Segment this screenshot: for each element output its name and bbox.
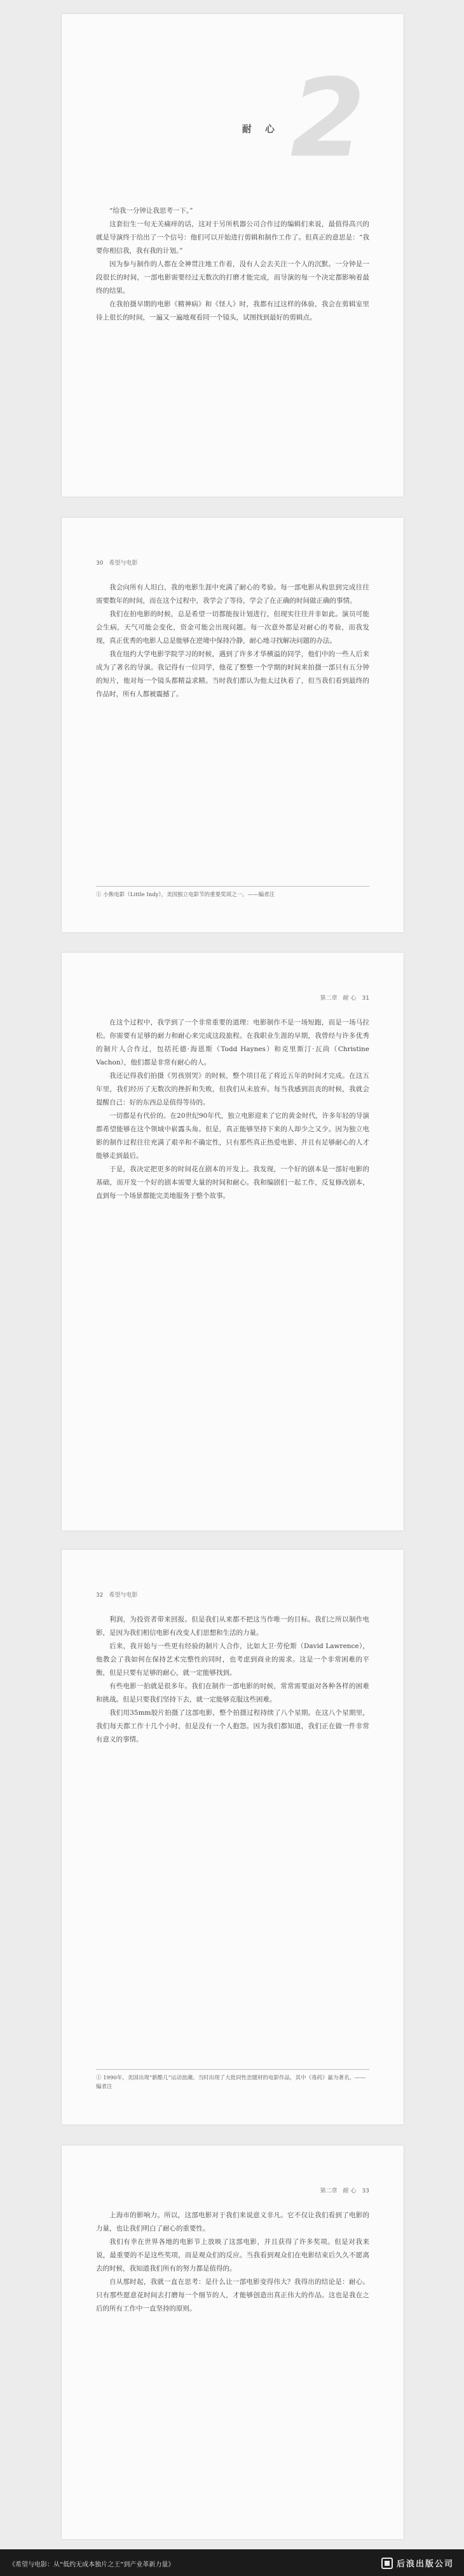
paragraph: 我们有幸在世界各地的电影节上放映了这部电影，并且获得了许多奖项。但是对我来说，最重要的不是这些奖项，而是观众们的反应。当我看到观众们在电影结束后久久不愿离去的时候，我知道我们所有的努力都是值得的。 (96, 2238, 369, 2272)
paragraph: 一切都是有代价的。在20世纪90年代，独立电影迎来了它的黄金时代，许多年轻的导演都希望能够在这个领域中崭露头角。但是，真正能够坚持下来的人却少之又少。因为独立电影的制作过程往往充满了艰辛和不确定性，只有那些真正热爱电影、并且有足够耐心的人才能够走到最后。 (96, 1112, 369, 1160)
paragraph: 在我拍摄早期的电影《精神病》和《怪人》时，我都有过这样的体验，我会在剪辑室里待上很长的时间，一遍又一遍地观看同一个镜头，试图找到最好的剪辑点。 (96, 300, 369, 321)
paragraph: 我们在拍电影的时候，总是希望一切都能按计划进行，但现实往往并非如此。演员可能会生病，天气可能会变化，资金可能会出现问题。每一次意外都是对耐心的考验，而我发现，真正优秀的电影人总是能够在逆境中保持冷静，耐心地寻找解决问题的办法。 (96, 610, 369, 645)
paragraph: 我还记得我们拍摄《男孩别哭》的时候，整个项目花了将近五年的时间才完成。在这五年里，我们经历了无数次的挫折和失败，但我们从未放弃。每当我感到沮丧的时候，我就会提醒自己：好的东西总是值得等待的。 (96, 1072, 369, 1106)
chapter-title: 耐 心 (242, 123, 280, 135)
publisher-logo (381, 2557, 454, 2569)
paragraph: 利润，为投资者带来回报。但是我们从来都不把这当作唯一的目标。我们之所以制作电影，是因为我们相信电影有改变人们思想和生活的力量。 (96, 1616, 369, 1637)
paragraph: “给我一分钟让我思考一下。” (109, 207, 193, 215)
paragraph: 有些电影一拍就是很多年。我们在制作一部电影的时候，常常需要面对各种各样的困难和挑战。但是只要我们坚持下去，就一定能够克服这些困难。 (96, 1682, 369, 1703)
running-head: 第二章 耐 心 31 (320, 995, 369, 1002)
paragraph: 自从那时起，我就一直在思考：是什么让一部电影变得伟大？我得出的结论是：耐心。只有那些愿意花时间去打磨每一个细节的人，才能够创造出真正伟大的作品。这也是我在之后的所有工作中一直坚持的原则。 (96, 2278, 369, 2312)
chapter-number: 2 (290, 56, 365, 182)
book-page-4 (62, 1550, 404, 2124)
paragraph: 我们用35mm胶片拍摄了这部电影，整个拍摄过程持续了八个星期。在这八个星期里，我们每天都工作十几个小时，但是没有一个人抱怨。因为我们都知道，我们正在做一件非常有意义的事情。 (96, 1709, 369, 1743)
publisher-name: 后浪出版公司 (396, 2559, 454, 2569)
page-body (96, 1613, 369, 1747)
footer-bar (0, 2549, 464, 2576)
page-body (96, 205, 369, 325)
book-page-1 (62, 14, 404, 497)
page-body (96, 581, 369, 701)
paragraph: 我在纽约大学电影学院学习的时候，遇到了许多才华横溢的同学，他们中的一些人后来成为了著名的导演。我记得有一位同学，他花了整整一个学期的时间来拍摄一部只有五分钟的短片，他对每一个镜头都精益求精。当时我们都认为他太过执着了，但当我们看到最终的作品时，所有人都被震撼了。 (96, 650, 369, 698)
book-page-3 (62, 953, 404, 1531)
footnote: ① 小熊电影（Little Indy），美国独立电影节的重要奖项之一。——编者注 (96, 886, 369, 899)
book-title: 《希望与电影：从“低约无成本独片之王”到产业革新力量》 (9, 2561, 175, 2568)
paragraph: 于是，我决定把更多的时间花在剧本的开发上。我发现，一个好的剧本是一部好电影的基础，而开发一个好的剧本需要大量的时间和耐心。我和编剧们一起工作，反复修改剧本，直到每一个场景都能完美地服务于整个故事。 (96, 1165, 369, 1200)
page-body (96, 1016, 369, 1203)
book-page-2 (62, 518, 404, 932)
paragraph: 后来，我开始与一些更有经验的制片人合作，比如大卫·劳伦斯（David Lawrence），他教会了我如何在保持艺术完整性的同时，也考虑到商业的需求。这是一个非常困难的平衡，但是只要有足够的耐心，就一定能够找到。 (96, 1642, 369, 1677)
footnote: ① 1990年，美国出现“新酷儿”运动浪潮。当时出现了大批同性恋题材的电影作品，其中《毒药》最为著名。——编者注 (96, 2069, 369, 2091)
page-body (96, 2209, 369, 2316)
paragraph: 因为参与制作的人都在全神贯注地工作着，没有人会去关注一个人的沉默。一分钟是一段很长的时间，一部电影需要经过无数次的打磨才能完成，而导演的每一个决定都影响着最终的结果。 (96, 260, 369, 295)
paragraph: 这套衍生一句无关痛痒的话，这对于另所机器公司合作过的编辑们来说，最值得高兴的就是导演终于给出了一个信号：他们可以开始进行剪辑和制作工作了。但真正的意思是：“我要你相信我，我有我的计划。” (96, 220, 369, 255)
book-page-5 (62, 2145, 404, 2539)
publisher-logo-icon (381, 2558, 393, 2569)
paragraph: 在这个过程中，我学到了一个非常重要的道理：电影制作不是一场短跑，而是一场马拉松。你需要有足够的耐力和耐心来完成这段旅程。在我职业生涯的早期，我曾经与许多优秀的制片人合作过，包括托德·海恩斯（Todd Haynes）和克里斯汀·瓦尚（Christine Vachon），他们都是非常有耐心的人。 (96, 1019, 369, 1066)
running-head: 32 希望与电影 (96, 1592, 138, 1599)
chapter-header (62, 14, 404, 205)
running-head: 30 希望与电影 (96, 560, 138, 567)
running-head: 第二章 耐 心 33 (320, 2188, 369, 2194)
paragraph: 上海市的影响力。所以，这部电影对于我们来说意义非凡。它不仅让我们看到了电影的力量，也让我们明白了耐心的重要性。 (96, 2211, 369, 2232)
paragraph: 我会向所有人坦白，我的电影生涯中充满了耐心的考验。每一部电影从构思到完成往往需要数年的时间，而在这个过程中，我学会了等待，学会了在正确的时间做正确的事情。 (96, 584, 369, 605)
